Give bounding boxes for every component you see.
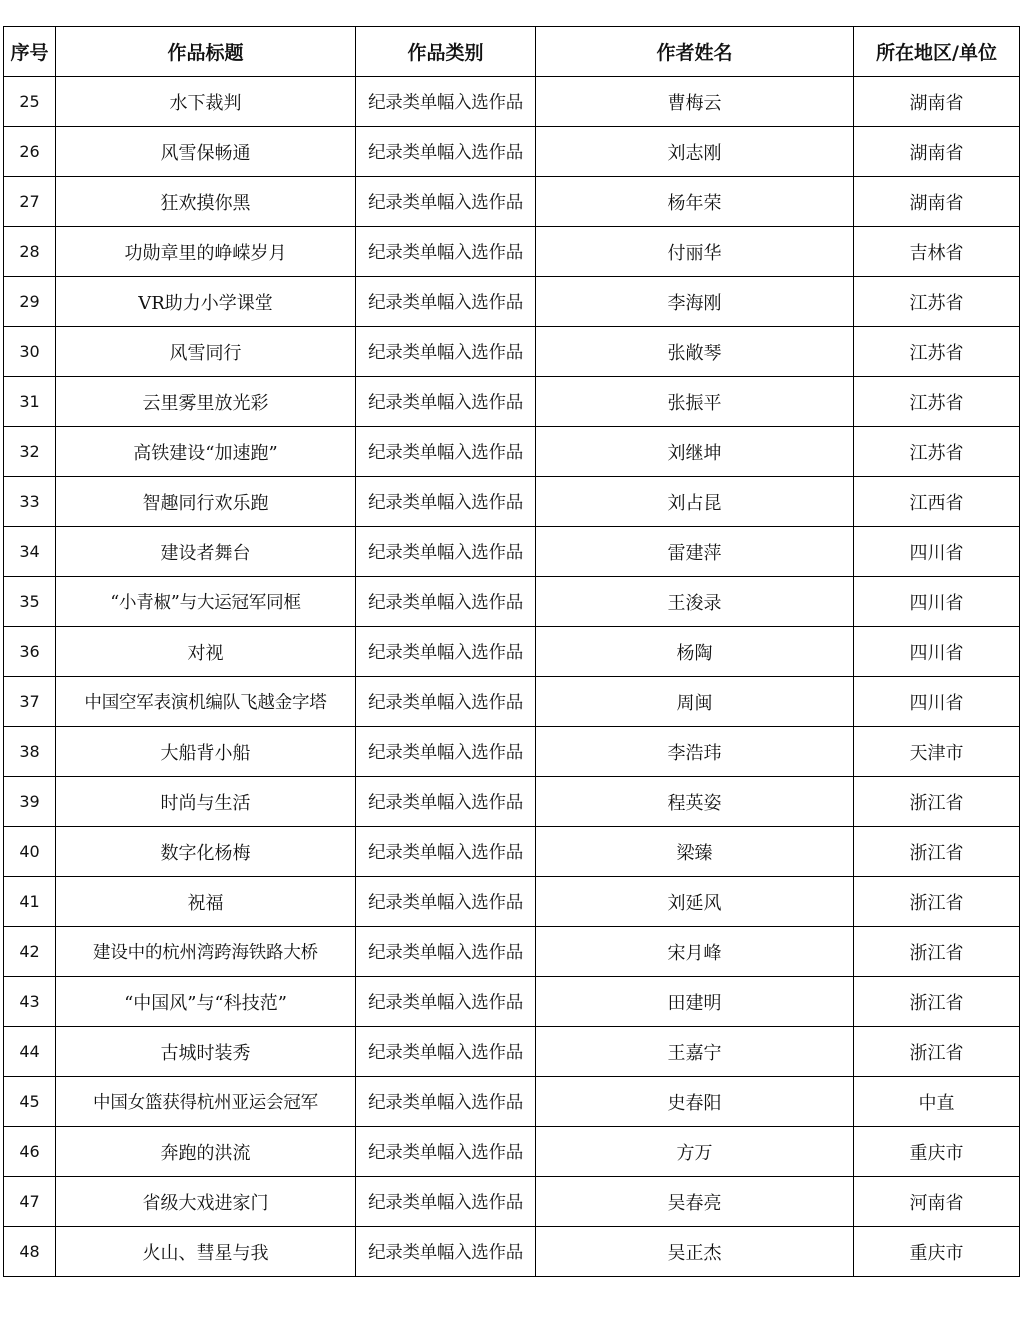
cell-serial-number: 30 — [4, 327, 56, 377]
cell-author-name: 吴正杰 — [536, 1227, 854, 1277]
cell-work-category: 纪录类单幅入选作品 — [356, 1227, 536, 1277]
cell-serial-number: 45 — [4, 1077, 56, 1127]
header-region-unit: 所在地区/单位 — [854, 27, 1020, 77]
cell-region-unit: 四川省 — [854, 627, 1020, 677]
cell-work-category: 纪录类单幅入选作品 — [356, 977, 536, 1027]
cell-author-name: 李海刚 — [536, 277, 854, 327]
table-row — [4, 1127, 1020, 1177]
cell-region-unit: 浙江省 — [854, 877, 1020, 927]
cell-region-unit: 天津市 — [854, 727, 1020, 777]
table-row — [4, 77, 1020, 127]
cell-region-unit: 湖南省 — [854, 127, 1020, 177]
table-row — [4, 927, 1020, 977]
cell-work-category: 纪录类单幅入选作品 — [356, 777, 536, 827]
cell-author-name: 宋月峰 — [536, 927, 854, 977]
table-row — [4, 777, 1020, 827]
cell-region-unit: 湖南省 — [854, 77, 1020, 127]
cell-region-unit: 四川省 — [854, 677, 1020, 727]
cell-serial-number: 47 — [4, 1177, 56, 1227]
cell-region-unit: 江苏省 — [854, 427, 1020, 477]
header-work-title: 作品标题 — [56, 27, 356, 77]
cell-author-name: 李浩玮 — [536, 727, 854, 777]
cell-author-name: 周闽 — [536, 677, 854, 727]
cell-serial-number: 40 — [4, 827, 56, 877]
cell-author-name: 刘继坤 — [536, 427, 854, 477]
header-author-name: 作者姓名 — [536, 27, 854, 77]
cell-work-category: 纪录类单幅入选作品 — [356, 327, 536, 377]
table-row — [4, 677, 1020, 727]
cell-work-category: 纪录类单幅入选作品 — [356, 477, 536, 527]
cell-work-title: VR助力小学课堂 — [56, 277, 356, 327]
cell-work-category: 纪录类单幅入选作品 — [356, 727, 536, 777]
cell-work-title: 智趣同行欢乐跑 — [56, 477, 356, 527]
cell-region-unit: 重庆市 — [854, 1127, 1020, 1177]
cell-serial-number: 25 — [4, 77, 56, 127]
cell-work-title: “中国风”与“科技范” — [56, 977, 356, 1027]
cell-region-unit: 湖南省 — [854, 177, 1020, 227]
cell-work-title: 省级大戏进家门 — [56, 1177, 356, 1227]
cell-region-unit: 吉林省 — [854, 227, 1020, 277]
cell-region-unit: 江苏省 — [854, 377, 1020, 427]
cell-serial-number: 28 — [4, 227, 56, 277]
cell-region-unit: 江苏省 — [854, 277, 1020, 327]
cell-region-unit: 浙江省 — [854, 777, 1020, 827]
cell-work-category: 纪录类单幅入选作品 — [356, 277, 536, 327]
cell-work-category: 纪录类单幅入选作品 — [356, 227, 536, 277]
cell-author-name: 张振平 — [536, 377, 854, 427]
table-row — [4, 977, 1020, 1027]
cell-work-title: 建设者舞台 — [56, 527, 356, 577]
cell-serial-number: 43 — [4, 977, 56, 1027]
cell-work-title: 狂欢摸你黑 — [56, 177, 356, 227]
table-row — [4, 477, 1020, 527]
table-row — [4, 277, 1020, 327]
cell-author-name: 刘延风 — [536, 877, 854, 927]
cell-serial-number: 46 — [4, 1127, 56, 1177]
cell-serial-number: 38 — [4, 727, 56, 777]
cell-work-title: 风雪保畅通 — [56, 127, 356, 177]
cell-serial-number: 37 — [4, 677, 56, 727]
cell-work-category: 纪录类单幅入选作品 — [356, 877, 536, 927]
cell-serial-number: 44 — [4, 1027, 56, 1077]
cell-work-category: 纪录类单幅入选作品 — [356, 577, 536, 627]
cell-serial-number: 31 — [4, 377, 56, 427]
cell-work-title: 建设中的杭州湾跨海铁路大桥 — [56, 927, 356, 977]
cell-work-title: 祝福 — [56, 877, 356, 927]
cell-serial-number: 29 — [4, 277, 56, 327]
cell-author-name: 付丽华 — [536, 227, 854, 277]
cell-author-name: 田建明 — [536, 977, 854, 1027]
cell-region-unit: 四川省 — [854, 577, 1020, 627]
cell-author-name: 王浚录 — [536, 577, 854, 627]
cell-work-category: 纪录类单幅入选作品 — [356, 427, 536, 477]
cell-work-title: 对视 — [56, 627, 356, 677]
cell-author-name: 梁臻 — [536, 827, 854, 877]
cell-serial-number: 26 — [4, 127, 56, 177]
cell-work-category: 纪录类单幅入选作品 — [356, 1127, 536, 1177]
cell-work-title: 大船背小船 — [56, 727, 356, 777]
cell-work-title: 数字化杨梅 — [56, 827, 356, 877]
cell-work-category: 纪录类单幅入选作品 — [356, 77, 536, 127]
cell-author-name: 雷建萍 — [536, 527, 854, 577]
cell-work-title: 风雪同行 — [56, 327, 356, 377]
table-row — [4, 377, 1020, 427]
cell-serial-number: 27 — [4, 177, 56, 227]
cell-serial-number: 48 — [4, 1227, 56, 1277]
cell-work-title: 云里雾里放光彩 — [56, 377, 356, 427]
works-table — [3, 26, 1020, 1277]
cell-work-category: 纪录类单幅入选作品 — [356, 927, 536, 977]
cell-author-name: 刘占昆 — [536, 477, 854, 527]
cell-work-title: 奔跑的洪流 — [56, 1127, 356, 1177]
table-row — [4, 327, 1020, 377]
cell-work-category: 纪录类单幅入选作品 — [356, 1077, 536, 1127]
cell-region-unit: 浙江省 — [854, 827, 1020, 877]
cell-work-title: 水下裁判 — [56, 77, 356, 127]
works-table-container — [3, 26, 1019, 1277]
cell-work-category: 纪录类单幅入选作品 — [356, 127, 536, 177]
cell-serial-number: 35 — [4, 577, 56, 627]
cell-region-unit: 浙江省 — [854, 1027, 1020, 1077]
table-row — [4, 1227, 1020, 1277]
cell-serial-number: 34 — [4, 527, 56, 577]
table-row — [4, 227, 1020, 277]
cell-work-category: 纪录类单幅入选作品 — [356, 627, 536, 677]
cell-work-title: 中国女篮获得杭州亚运会冠军 — [56, 1077, 356, 1127]
cell-region-unit: 重庆市 — [854, 1227, 1020, 1277]
cell-work-category: 纪录类单幅入选作品 — [356, 1027, 536, 1077]
table-row — [4, 1077, 1020, 1127]
table-body — [4, 77, 1020, 1277]
cell-author-name: 张敞琴 — [536, 327, 854, 377]
cell-work-title: 高铁建设“加速跑” — [56, 427, 356, 477]
cell-region-unit: 江苏省 — [854, 327, 1020, 377]
cell-region-unit: 浙江省 — [854, 927, 1020, 977]
table-row — [4, 527, 1020, 577]
cell-author-name: 史春阳 — [536, 1077, 854, 1127]
table-row — [4, 577, 1020, 627]
header-work-category: 作品类别 — [356, 27, 536, 77]
cell-author-name: 杨陶 — [536, 627, 854, 677]
table-row — [4, 877, 1020, 927]
cell-work-category: 纪录类单幅入选作品 — [356, 177, 536, 227]
cell-author-name: 程英姿 — [536, 777, 854, 827]
cell-author-name: 方万 — [536, 1127, 854, 1177]
table-row — [4, 1027, 1020, 1077]
table-row — [4, 727, 1020, 777]
cell-region-unit: 中直 — [854, 1077, 1020, 1127]
table-row — [4, 827, 1020, 877]
cell-work-category: 纪录类单幅入选作品 — [356, 1177, 536, 1227]
cell-serial-number: 36 — [4, 627, 56, 677]
cell-work-title: 中国空军表演机编队飞越金字塔 — [56, 677, 356, 727]
cell-work-category: 纪录类单幅入选作品 — [356, 827, 536, 877]
cell-work-title: 时尚与生活 — [56, 777, 356, 827]
cell-work-category: 纪录类单幅入选作品 — [356, 677, 536, 727]
cell-work-title: 功勋章里的峥嵘岁月 — [56, 227, 356, 277]
table-row — [4, 627, 1020, 677]
cell-serial-number: 42 — [4, 927, 56, 977]
table-row — [4, 427, 1020, 477]
cell-author-name: 王嘉宁 — [536, 1027, 854, 1077]
cell-region-unit: 江西省 — [854, 477, 1020, 527]
table-row — [4, 177, 1020, 227]
table-row — [4, 1177, 1020, 1227]
cell-work-category: 纪录类单幅入选作品 — [356, 527, 536, 577]
cell-serial-number: 41 — [4, 877, 56, 927]
cell-serial-number: 33 — [4, 477, 56, 527]
cell-region-unit: 浙江省 — [854, 977, 1020, 1027]
cell-work-title: 火山、彗星与我 — [56, 1227, 356, 1277]
cell-work-title: 古城时装秀 — [56, 1027, 356, 1077]
cell-serial-number: 32 — [4, 427, 56, 477]
cell-serial-number: 39 — [4, 777, 56, 827]
cell-work-title: “小青椒”与大运冠军同框 — [56, 577, 356, 627]
cell-author-name: 杨年荣 — [536, 177, 854, 227]
table-header-row — [4, 27, 1020, 77]
cell-author-name: 刘志刚 — [536, 127, 854, 177]
table-row — [4, 127, 1020, 177]
cell-work-category: 纪录类单幅入选作品 — [356, 377, 536, 427]
cell-region-unit: 河南省 — [854, 1177, 1020, 1227]
cell-region-unit: 四川省 — [854, 527, 1020, 577]
cell-author-name: 曹梅云 — [536, 77, 854, 127]
header-serial-number: 序号 — [4, 27, 56, 77]
cell-author-name: 吴春亮 — [536, 1177, 854, 1227]
